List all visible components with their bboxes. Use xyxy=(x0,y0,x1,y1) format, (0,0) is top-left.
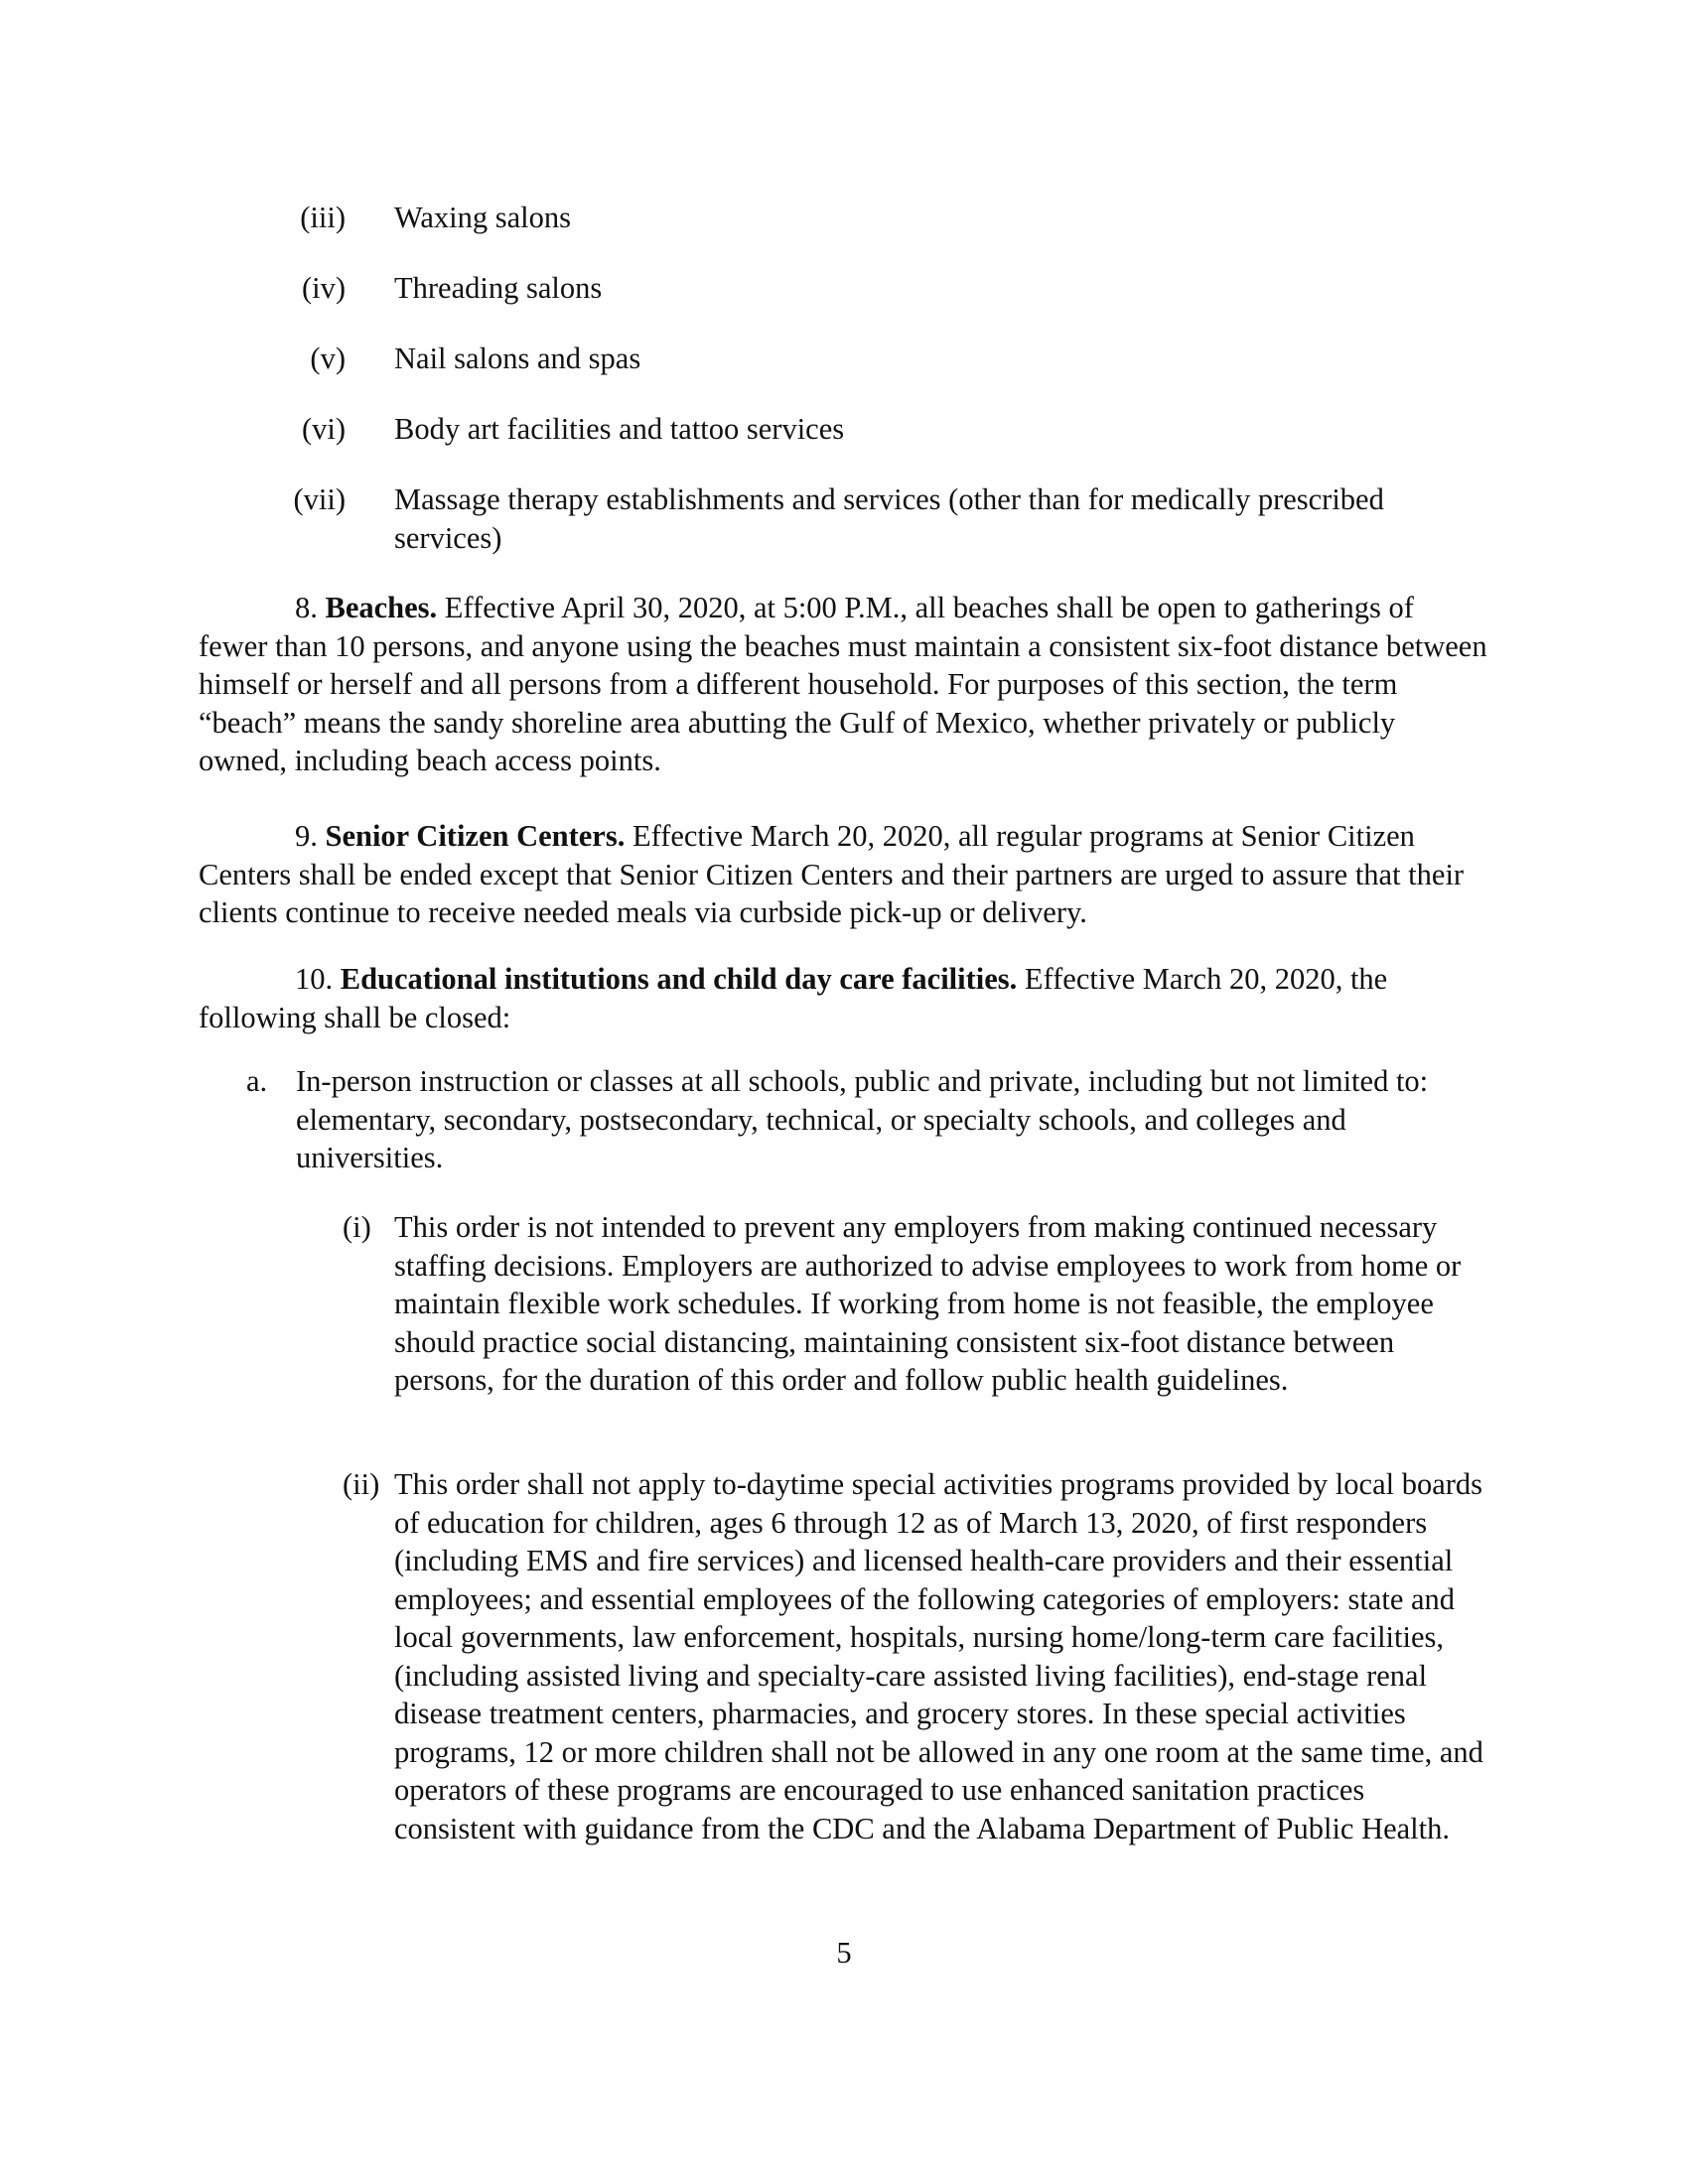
section-body: Effective March 20, 2020, all regular programs at Senior Citizen Centers shall be ended except that Senior Citizen Centers and their partners are urged to assure that their clients continue to receive needed meals via curbside pick-up or delivery. xyxy=(199,819,1465,929)
list-item-number: (iii) xyxy=(300,201,346,234)
list-item-text: Threading salons xyxy=(394,271,603,305)
sub-list-item-text: This order is not intended to prevent any employers from making continued necessary staffing decisions. Employers are authorized to advise employees to work from home or maintain flexible work schedules. If working from home is not feasible, the employee should practice social distancing, maintaining consistent six-foot distance between persons, for the duration of this order and follow public health guidelines. xyxy=(394,1210,1462,1397)
list-item-text: Body art facilities and tattoo services xyxy=(394,412,845,446)
sub-list-item-label: (ii) xyxy=(343,1467,380,1501)
lettered-item-label: a. xyxy=(246,1064,268,1098)
list-item-text: Massage therapy establishments and services (other than for medically prescribed services) xyxy=(394,482,1384,555)
list-item-number: (v) xyxy=(310,341,346,375)
list-item-number: (vi) xyxy=(301,412,346,446)
sub-list-item-text: This order shall not apply to-daytime special activities programs provided by local boards of education for children, ages 6 through 12 as of March 13, 2020, of first responders (including EMS and fire services) and licensed health-care providers and their essential employees; and essential employees of the following categories of employers: state and local governments, law enforcement, hospitals, nursing home/long-term care facilities, (including assisted living and specialty-care assisted living facilities), end-stage renal disease treatment centers, pharmacies, and grocery stores. In these special activities programs, 12 or more children shall not be allowed in any one room at the same time, and operators of these programs are encouraged to use enhanced sanitation practices consistent with guidance from the CDC and the Alabama Department of Public Health. xyxy=(394,1467,1483,1845)
lettered-item-text: In-person instruction or classes at all schools, public and private, including but not limited to: elementary, secondary, postsecondary, technical, or specialty schools, and colleges and universities. xyxy=(296,1064,1429,1174)
list-item-number: (vii) xyxy=(293,482,346,516)
section-number: 8. xyxy=(295,591,318,624)
section-educational-institutions xyxy=(199,960,1489,1036)
section-number: 9. xyxy=(295,819,318,853)
section-body: Effective March 20, 2020, the following shall be closed: xyxy=(199,962,1388,1034)
section-heading: Beaches. xyxy=(325,591,438,624)
section-heading: Educational institutions and child day care facilities. xyxy=(340,962,1018,996)
section-body: Effective April 30, 2020, at 5:00 P.M., all beaches shall be open to gatherings of fewer than 10 persons, and anyone using the beaches must maintain a consistent six-foot distance between himself or herself and all persons from a different household. For purposes of this section, the term “beach” means the sandy shoreline area abutting the Gulf of Mexico, whether privately or publicly owned, including beach access points. xyxy=(199,591,1487,777)
section-senior-citizen-centers xyxy=(199,817,1489,932)
list-item-number: (iv) xyxy=(301,271,346,305)
page-number: 5 xyxy=(836,1936,852,1970)
section-heading: Senior Citizen Centers. xyxy=(325,819,626,853)
section-number: 10. xyxy=(295,962,334,996)
list-item-text: Waxing salons xyxy=(394,201,571,234)
section-beaches xyxy=(199,589,1489,780)
list-item-text: Nail salons and spas xyxy=(394,341,641,375)
sub-list-item-label: (i) xyxy=(343,1210,371,1244)
